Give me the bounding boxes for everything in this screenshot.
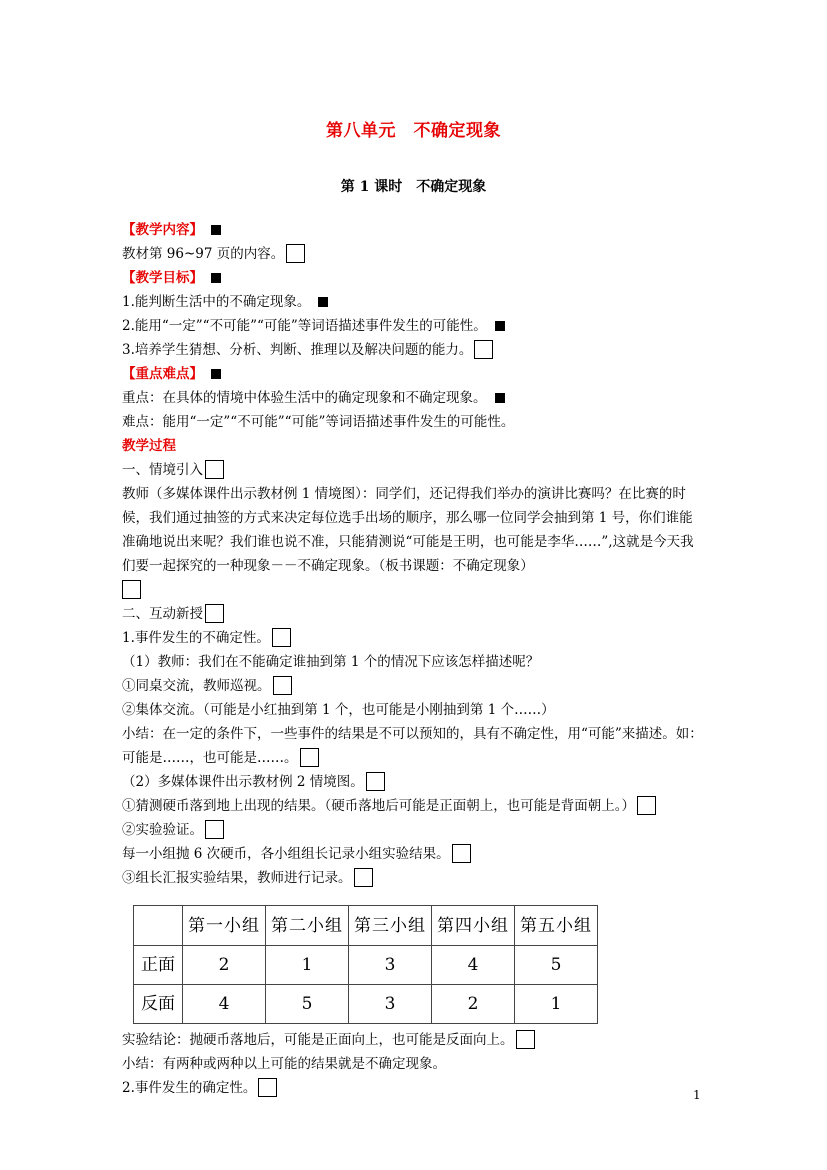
- paragraph: [122, 242, 704, 266]
- empty-box-icon: [452, 844, 471, 863]
- paragraph-text: ②集体交流。（可能是小红抽到第 1 个，也可能是小刚抽到第 1 个……）: [122, 702, 555, 718]
- row-label-cell: 正面: [134, 946, 183, 985]
- empty-box-icon: [205, 460, 224, 479]
- paragraph-text: ①同桌交流，教师巡视。: [122, 678, 271, 694]
- paragraph: [122, 818, 704, 842]
- table-cell: 2: [432, 985, 515, 1024]
- paragraph-text: 每一小组抛 6 次硬币，各小组组长记录小组实验结果。: [122, 846, 450, 862]
- row-label-cell: 反面: [134, 985, 183, 1024]
- paragraph-text: 小结：在一定的条件下，一些事件的结果是不可以预知的，具有不确定性，用“可能”来描述。如：可能是……，也可能是……。: [122, 726, 703, 766]
- table-cell: 3: [349, 946, 432, 985]
- empty-box-icon: [300, 748, 319, 767]
- paragraph: [122, 650, 704, 674]
- coin-result-table: [133, 905, 598, 1024]
- paragraph-text: 小结：有两种或两种以上可能的结果就是不确定现象。: [122, 1056, 446, 1072]
- paragraph: [122, 674, 704, 698]
- paragraph-text: ①猜测硬币落到地上出现的结果。（硬币落地后可能是正面朝上，也可能是背面朝上。）: [122, 798, 635, 814]
- empty-box-icon: [286, 244, 305, 263]
- empty-box-icon: [366, 772, 385, 791]
- bullet-square-icon: [495, 321, 505, 331]
- paragraph-text: ②实验验证。: [122, 822, 203, 838]
- table-cell: 3: [349, 985, 432, 1024]
- paragraph-text: 难点：能用“一定”“不可能”“可能”等词语描述事件发生的可能性。: [122, 414, 515, 430]
- paragraph: [122, 410, 704, 434]
- paragraph: [122, 770, 704, 794]
- paragraph-text: 教师（多媒体课件出示教材例 1 情境图）：同学们，还记得我们举办的演讲比赛吗？在比赛的时候，我们通过抽签的方式来决定每位选手出场的顺序，那么哪一位同学会抽到第 1 号，你们谁能准确地说出来呢？我们谁也说不准，只能猜测说“可能是王明，也可能是李华……”,这就是今天我们要一起探究的一种现象－－不确定现象。（板书课题：不确定现象）: [122, 486, 694, 574]
- subheading: [122, 602, 704, 626]
- heading-text: 教学过程: [122, 438, 176, 454]
- table-cell: 1: [515, 985, 598, 1024]
- table-header-cell: [134, 906, 183, 946]
- subheading-text: 一、情境引入: [122, 462, 203, 478]
- empty-box-icon: [272, 628, 291, 647]
- table-header-cell: 第五小组: [515, 906, 598, 946]
- paragraph: [122, 698, 704, 722]
- bullet-square-icon: [211, 225, 221, 235]
- paragraph: [122, 1052, 704, 1076]
- section-heading-goals: [122, 266, 704, 290]
- table-row: [134, 946, 598, 985]
- paragraph: [122, 482, 704, 602]
- lesson-subtitle: 第 1 课时 不确定现象: [340, 179, 487, 195]
- table-cell: 4: [183, 985, 266, 1024]
- empty-box-icon: [354, 868, 373, 887]
- paragraph: [122, 866, 704, 890]
- empty-box-icon: [258, 1078, 277, 1097]
- section-heading-content: [122, 218, 704, 242]
- paragraph: [122, 722, 704, 770]
- paragraph: [122, 1076, 704, 1100]
- table-header-cell: 第四小组: [432, 906, 515, 946]
- bullet-square-icon: [495, 393, 505, 403]
- goal-text: 1.能判断生活中的不确定现象。: [122, 294, 311, 310]
- document-body: [122, 218, 704, 1100]
- goal-text: 3.培养学生猜想、分析、判断、推理以及解决问题的能力。: [122, 342, 473, 358]
- empty-box-icon: [474, 340, 493, 359]
- heading-text: 【重点难点】: [122, 366, 203, 382]
- subheading: [122, 458, 704, 482]
- subheading-text: 二、互动新授: [122, 606, 203, 622]
- table-header-cell: 第一小组: [183, 906, 266, 946]
- goal-item: [122, 314, 704, 338]
- paragraph-text: 2.事件发生的确定性。: [122, 1080, 257, 1096]
- empty-box-icon: [122, 580, 141, 599]
- empty-box-icon: [205, 604, 224, 623]
- table-cell: 5: [266, 985, 349, 1024]
- empty-box-icon: [205, 820, 224, 839]
- heading-text: 【教学目标】: [122, 270, 203, 286]
- paragraph-text: 1.事件发生的不确定性。: [122, 630, 270, 646]
- paragraph: [122, 386, 704, 410]
- goal-item: [122, 290, 704, 314]
- goal-item: [122, 338, 704, 362]
- page-number: 1: [693, 1088, 701, 1102]
- paragraph-text: （1）教师：我们在不能确定谁抽到第 1 个的情况下应该怎样描述呢？: [122, 654, 540, 670]
- paragraph-text: 重点：在具体的情境中体验生活中的确定现象和不确定现象。: [122, 390, 487, 406]
- bullet-square-icon: [211, 369, 221, 379]
- result-table-container: [133, 905, 704, 1024]
- table-header-cell: 第三小组: [349, 906, 432, 946]
- paragraph: [122, 1028, 704, 1052]
- table-cell: 5: [515, 946, 598, 985]
- table-header-row: [134, 906, 598, 946]
- section-heading-key-points: [122, 362, 704, 386]
- table-cell: 1: [266, 946, 349, 985]
- bullet-square-icon: [318, 297, 328, 307]
- table-cell: 4: [432, 946, 515, 985]
- bullet-square-icon: [211, 273, 221, 283]
- section-heading-process: [122, 434, 704, 458]
- paragraph-text: （2）多媒体课件出示教材例 2 情境图。: [122, 774, 364, 790]
- paragraph: [122, 794, 704, 818]
- goal-text: 2.能用“一定”“不可能”“可能”等词语描述事件发生的可能性。: [122, 318, 487, 334]
- table-cell: 2: [183, 946, 266, 985]
- paragraph-text: 实验结论：抛硬币落地后，可能是正面向上，也可能是反面向上。: [122, 1032, 514, 1048]
- empty-box-icon: [273, 676, 292, 695]
- empty-box-icon: [637, 796, 656, 815]
- table-row: [134, 985, 598, 1024]
- paragraph: [122, 626, 704, 650]
- paragraph-text: 教材第 96~97 页的内容。: [122, 246, 285, 262]
- page-title: 第八单元 不确定现象: [326, 121, 501, 141]
- heading-text: 【教学内容】: [122, 222, 203, 238]
- table-header-cell: 第二小组: [266, 906, 349, 946]
- paragraph: [122, 842, 704, 866]
- empty-box-icon: [516, 1030, 535, 1049]
- paragraph-text: ③组长汇报实验结果，教师进行记录。: [122, 870, 352, 886]
